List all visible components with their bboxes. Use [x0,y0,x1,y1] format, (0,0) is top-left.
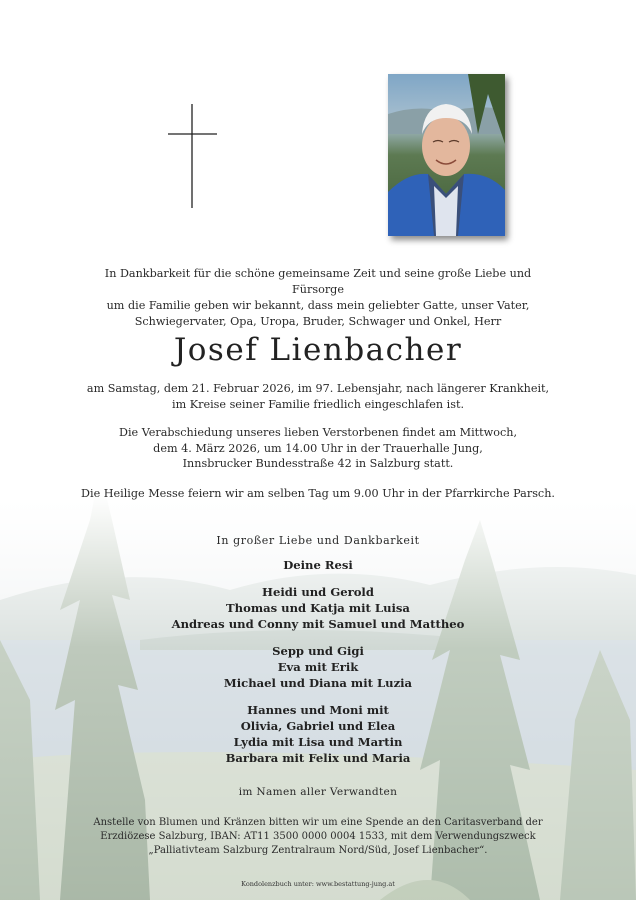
deceased-name: Josef Lienbacher [173,332,463,368]
announcement-line: um die Familie geben wir bekannt, dass mein geliebter Gatte, unser Vater, [106,299,530,312]
death-notice-line: am Samstag, dem 21. Februar 2026, im 97. Lebensjahr, nach längerer Krankheit, [86,382,550,395]
family-member: Olivia, Gabriel und Elea [240,719,396,733]
family-member: Lydia mit Lisa und Martin [233,735,403,749]
donation-request [80,816,556,858]
donation-line: Erzdiözese Salzburg, IBAN: AT11 3500 0000 0004 1533, mit dem Verwendungszweck [100,831,536,842]
portrait-photo [388,74,505,236]
farewell-notice [80,425,556,472]
farewell-line: dem 4. März 2026, um 14.00 Uhr in der Trauerhalle Jung, [153,441,483,455]
farewell-line: Innsbrucker Bundesstraße 42 in Salzburg statt. [182,457,454,471]
donation-line: Anstelle von Blumen und Kränzen bitten wir um eine Spende an den Caritasverband der [93,817,543,828]
family-member: Barbara mit Felix und Maria [225,751,411,765]
mass-notice: Die Heilige Messe feiern wir am selben Tag um 9.00 Uhr in der Pfarrkirche Parsch. [81,487,555,500]
announcement-text [80,266,556,330]
family-member: Thomas und Katja mit Luisa [226,601,410,615]
closing-phrase: In großer Liebe und Dankbarkeit [216,534,420,547]
family-group [80,557,556,573]
death-notice-line: im Kreise seiner Familie friedlich eingeschlafen ist. [172,397,464,411]
family-member: Sepp und Gigi [272,644,364,658]
family-member: Hannes und Moni mit [247,703,389,717]
donation-line: „Palliativteam Salzburg Zentralraum Nord/Süd, Josef Lienbacher“. [148,845,488,856]
family-group [80,702,556,766]
family-member: Michael und Diana mit Luzia [223,676,413,690]
condolence-book-link[interactable]: Kondolenzbuch unter: www.bestattung-jung.at [241,880,395,888]
relatives-note: im Namen aller Verwandten [238,786,398,798]
family-group [80,643,556,691]
announcement-line: Schwiegervater, Opa, Uropa, Bruder, Schwager und Onkel, Herr [134,315,502,328]
death-notice [80,381,556,412]
announcement-line: In Dankbarkeit für die schöne gemeinsame Zeit und seine große Liebe und Fürsorge [104,267,532,296]
family-group [80,584,556,632]
farewell-line: Die Verabschiedung unseres lieben Verstorbenen findet am Mittwoch, [118,426,518,439]
family-member: Deine Resi [283,558,353,572]
family-member: Andreas und Conny mit Samuel und Mattheo [171,617,465,631]
family-member: Eva mit Erik [277,660,359,674]
cross-icon [168,104,218,208]
family-member: Heidi und Gerold [262,585,374,599]
